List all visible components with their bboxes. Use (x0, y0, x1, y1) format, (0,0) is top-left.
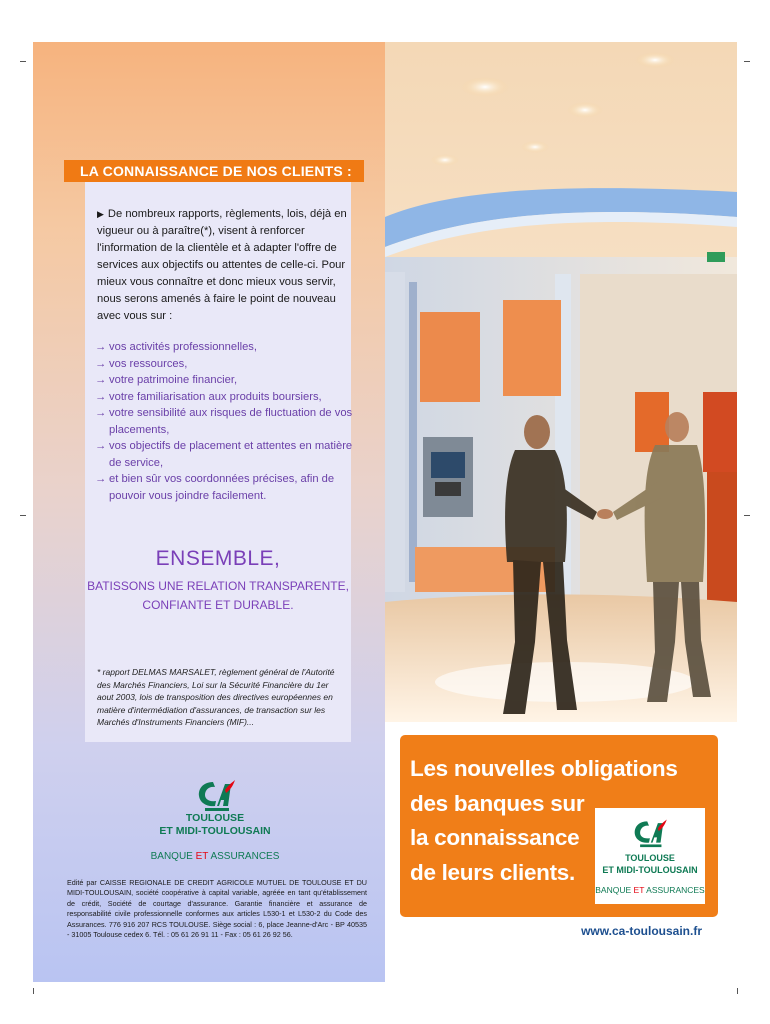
list-item: → vos activités professionnelles, (95, 339, 355, 356)
arrow-icon: → (95, 390, 107, 403)
arrow-icon: → (95, 341, 107, 353)
bank-tagline: BANQUE ET ASSURANCES (595, 885, 705, 895)
headline: Les nouvelles obligations des banques sur la connaissance de leurs clients. (410, 756, 678, 885)
list-item: → votre sensibilité aux risques de fluctuation de vos placements, (95, 407, 353, 436)
bank-logo-card (595, 808, 705, 904)
bank-tagline: BANQUE ET ASSURANCES (150, 851, 280, 862)
bank-name: TOULOUSE ET MIDI-TOULOUSAIN (159, 812, 271, 837)
arrow-icon: → (95, 357, 107, 370)
list-item: → votre patrimoine financier, (95, 372, 355, 389)
crop-mark (737, 988, 738, 994)
bullet-triangle-icon: ▶ (97, 209, 104, 219)
footnote: * rapport DELMAS MARSALET, règlement général de l'Autorité des Marchés Financiers, Loi sur la Sécurité Financière du 1er aout 2003, lois de transposition des directives européennes en matière d'intermédiation d'assurances, de transaction sur les Marchés d'Instruments Financiers (MIF)... (97, 667, 335, 727)
topic-list (95, 339, 355, 504)
crop-mark (744, 61, 750, 62)
list-item: → vos ressources, (95, 356, 355, 373)
crop-mark (33, 988, 34, 994)
publisher-info: Edité par CAISSE REGIONALE DE CREDIT AGRICOLE MUTUEL DE TOULOUSE ET DU MIDI-TOULOUSAIN, société coopérative à capital variable, agréée en tant qu'établissement de crédit, Société de courtage d'assurance. Garantie financière et assurance de responsabilité civile professionnelle conformes aux articles L530-1 et L530-2 du Code des Assurances. 776 916 207 RCS TOULOUSE. Siège social : 6, place Jeanne-d'Arc - BP 40535 - 31005 Toulouse cedex 6. Tél. : 05 61 26 91 11 - Fax : 05 61 26 92 56. (67, 878, 367, 940)
list-item: → votre familiarisation aux produits boursiers, (95, 389, 355, 406)
list-item: → vos objectifs de placement et attentes en matière de service, (95, 440, 353, 469)
bank-lobby-photo (385, 42, 737, 722)
intro-text: De nombreux rapports, règlements, lois, déjà en vigueur ou à paraître(*), visent à renforcer l'information de la clientèle et à adapter l'offre de services aux objectifs ou attentes de celle-ci. Pour mieux vous connaître et donc mieux vous servir, nous serons amenés à faire le point de nouveau avec vous sur : (97, 208, 347, 322)
website-link[interactable]: www.ca-toulousain.fr (581, 924, 702, 938)
bank-logo (150, 776, 280, 876)
crop-mark (20, 61, 26, 62)
intro-paragraph (97, 206, 347, 325)
arrow-icon: → (95, 374, 107, 386)
crop-mark (744, 515, 750, 516)
arrow-icon: → (95, 440, 107, 452)
crop-mark (20, 515, 26, 516)
list-item: → et bien sûr vos coordonnées précises, afin de pouvoir vous joindre facilement. (95, 473, 335, 502)
section-heading: LA CONNAISSANCE DE NOS CLIENTS : (64, 160, 364, 182)
arrow-icon: → (95, 407, 107, 419)
ensemble-subtitle: BATISSONS UNE RELATION TRANSPARENTE, CONFIANTE ET DURABLE. (87, 579, 349, 612)
bank-name: TOULOUSE ET MIDI-TOULOUSAIN (602, 853, 698, 875)
ensemble-title: ENSEMBLE, (155, 547, 281, 570)
credit-agricole-logo-icon (195, 776, 235, 812)
credit-agricole-logo-icon (631, 816, 667, 848)
arrow-icon: → (95, 473, 107, 485)
